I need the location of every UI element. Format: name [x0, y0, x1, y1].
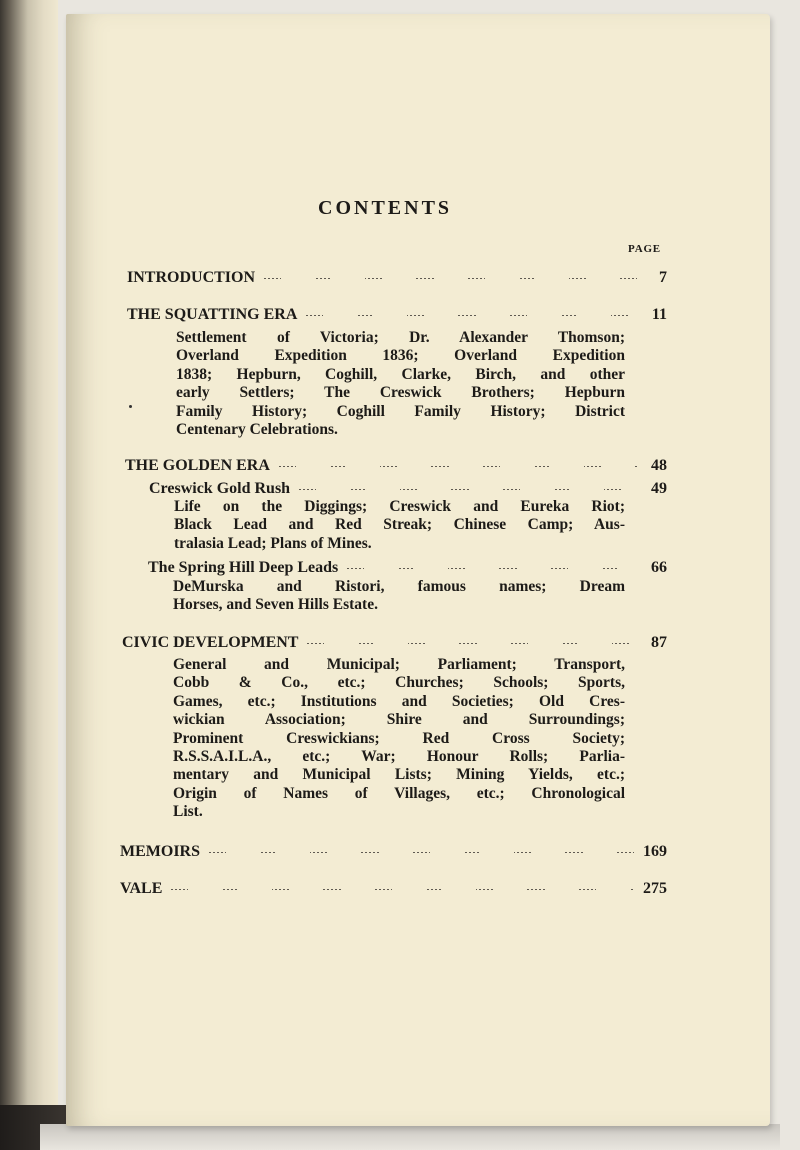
description-line: Settlement of Victoria; Dr. Alexander Thomson;	[176, 329, 625, 346]
table-surface	[40, 1124, 780, 1150]
description-line: R.S.S.A.I.L.A., etc.; War; Honour Rolls; Parlia-	[173, 748, 625, 766]
toc-description-spring-hill	[173, 578, 625, 615]
paper-speck	[129, 405, 132, 408]
toc-entry-label: THE GOLDEN ERA	[125, 457, 270, 474]
toc-entry-page: 11	[651, 306, 667, 323]
description-line: Prominent Creswickians; Red Cross Society;	[173, 729, 625, 747]
description-line: General and Municipal; Parliament; Transport,	[173, 656, 625, 673]
leader-dots	[346, 568, 637, 569]
toc-entry-label: INTRODUCTION	[127, 269, 256, 286]
contents-heading: CONTENTS	[318, 197, 453, 219]
description-line: Centenary Celebrations.	[176, 421, 338, 439]
leader-dots	[278, 466, 637, 467]
description-line: List.	[173, 803, 203, 821]
leader-dots	[263, 278, 637, 279]
description-line: Horses, and Seven Hills Estate.	[173, 596, 378, 614]
toc-entry-spring-hill-deep-leads	[148, 559, 667, 577]
leader-dots	[298, 489, 637, 490]
toc-entry-label: THE SQUATTING ERA	[127, 306, 298, 323]
toc-entry-memoirs	[120, 843, 667, 861]
description-line: tralasia Lead; Plans of Mines.	[174, 534, 372, 552]
description-line: wickian Association; Shire and Surroundings;	[173, 711, 625, 729]
toc-entry-label: MEMOIRS	[120, 843, 200, 860]
description-line: Black Lead and Red Streak; Chinese Camp; Aus-	[174, 516, 625, 534]
page-column-label: PAGE	[628, 243, 661, 255]
toc-description-civic-development	[173, 656, 625, 822]
toc-description-creswick-gold-rush	[174, 498, 625, 553]
toc-entry-civic-development	[122, 634, 667, 652]
description-line: Family History; Coghill Family History; District	[176, 402, 625, 420]
toc-entry-label: The Spring Hill Deep Leads	[148, 559, 339, 576]
toc-entry-page: 275	[643, 880, 667, 897]
toc-description-squatting-era	[176, 329, 625, 439]
toc-entry-golden-era	[125, 457, 667, 475]
leader-dots	[208, 852, 635, 853]
toc-entry-page: 66	[651, 559, 667, 576]
toc-entry-page: 7	[659, 269, 667, 286]
description-line: Life on the Diggings; Creswick and Eureka Riot;	[174, 498, 625, 515]
toc-entry-label: VALE	[120, 880, 163, 897]
book-spine	[0, 0, 58, 1150]
leader-dots	[305, 315, 637, 316]
toc-entry-page: 169	[643, 843, 667, 860]
toc-entry-page: 87	[651, 634, 667, 651]
toc-entry-page: 48	[651, 457, 667, 474]
toc-entry-squatting-era	[127, 306, 667, 324]
description-line: Overland Expedition 1836; Overland Expedition	[176, 347, 625, 365]
description-line: Cobb & Co., etc.; Churches; Schools; Sports,	[173, 674, 625, 692]
description-line: 1838; Hepburn, Coghill, Clarke, Birch, and other	[176, 365, 625, 383]
toc-entry-creswick-gold-rush	[149, 480, 667, 498]
description-line: DeMurska and Ristori, famous names; Dream	[173, 578, 625, 595]
toc-entry-vale	[120, 880, 667, 898]
toc-entry-label: CIVIC DEVELOPMENT	[122, 634, 299, 651]
description-line: mentary and Municipal Lists; Mining Yields, etc.;	[173, 766, 625, 784]
description-line: Games, etc.; Institutions and Societies; Old Cres-	[173, 692, 625, 710]
description-line: Origin of Names of Villages, etc.; Chronological	[173, 784, 625, 802]
leader-dots	[306, 643, 637, 644]
toc-entry-introduction	[127, 269, 667, 287]
toc-entry-label: Creswick Gold Rush	[149, 480, 291, 497]
toc-entry-page: 49	[651, 480, 667, 497]
description-line: early Settlers; The Creswick Brothers; Hepburn	[176, 384, 625, 402]
leader-dots	[170, 889, 635, 890]
